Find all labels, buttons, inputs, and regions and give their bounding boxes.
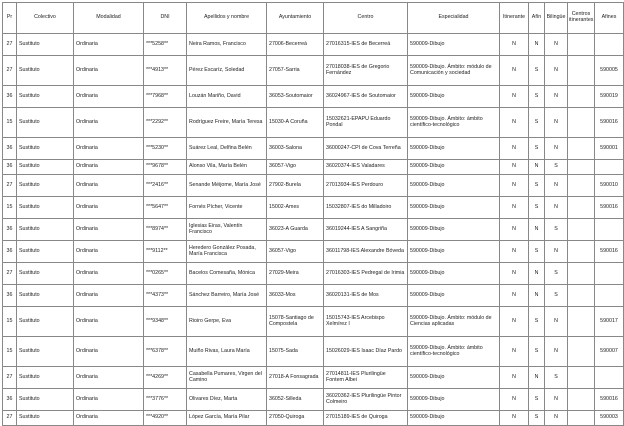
afines-cell xyxy=(595,160,624,175)
header-colectivo: Colectivo xyxy=(17,3,74,34)
header-itinerante: Itinerante xyxy=(500,3,529,34)
modalidad-cell: Ordinaria xyxy=(74,108,144,138)
dni-cell: ***4269** xyxy=(144,367,187,389)
name-cell: Olivares Díez, Marta xyxy=(187,389,267,411)
especialidad-cell: 590009-Dibujo xyxy=(408,411,500,426)
ayuntamiento-cell: 27902-Burela xyxy=(267,175,324,197)
name-cell: López García, María Pilar xyxy=(187,411,267,426)
itinerante-cell: N xyxy=(500,307,529,337)
itinerante-cell: N xyxy=(500,108,529,138)
centros-itinerantes-cell xyxy=(568,367,595,389)
pr-cell: 36 xyxy=(3,285,17,307)
especialidad-cell: 590009-Dibujo xyxy=(408,285,500,307)
centro-cell: 27013934-IES Perdouro xyxy=(324,175,408,197)
bilingue-cell: N xyxy=(545,138,568,160)
afines-cell xyxy=(595,367,624,389)
ayuntamiento-cell: 15030-A Coruña xyxy=(267,108,324,138)
modalidad-cell: Ordinaria xyxy=(74,219,144,241)
afin-cell: S xyxy=(529,86,545,108)
dni-cell: ***4913** xyxy=(144,56,187,86)
pr-cell: 15 xyxy=(3,108,17,138)
itinerante-cell: N xyxy=(500,219,529,241)
name-cell: Senande Méijome, María José xyxy=(187,175,267,197)
centros-itinerantes-cell xyxy=(568,56,595,86)
itinerante-cell: N xyxy=(500,34,529,56)
modalidad-cell: Ordinaria xyxy=(74,241,144,263)
name-cell: Louzán Mariño, David xyxy=(187,86,267,108)
centro-cell: 15026029-IES Isaac Díaz Pardo xyxy=(324,337,408,367)
centro-cell: 36024967-IES de Soutomaior xyxy=(324,86,408,108)
ayuntamiento-cell: 36003-Salona xyxy=(267,138,324,160)
modalidad-cell: Ordinaria xyxy=(74,337,144,367)
centro-cell: 36020131-IES de Mos xyxy=(324,285,408,307)
table-row xyxy=(3,175,624,197)
especialidad-cell: 590009-Dibujo xyxy=(408,175,500,197)
colectivo-cell: Sustituto xyxy=(17,219,74,241)
ayuntamiento-cell: 15075-Sada xyxy=(267,337,324,367)
itinerante-cell: N xyxy=(500,241,529,263)
ayuntamiento-cell: 36053-Soutomaior xyxy=(267,86,324,108)
modalidad-cell: Ordinaria xyxy=(74,197,144,219)
modalidad-cell: Ordinaria xyxy=(74,411,144,426)
afines-cell: 590010 xyxy=(595,175,624,197)
pr-cell: 36 xyxy=(3,160,17,175)
especialidad-cell: 590009-Dibujo xyxy=(408,138,500,160)
afines-cell xyxy=(595,219,624,241)
afines-cell: 590016 xyxy=(595,389,624,411)
dni-cell: ***9112** xyxy=(144,241,187,263)
name-cell: Iglesias Eiras, Valentín Francisco xyxy=(187,219,267,241)
especialidad-cell: 590009-Dibujo. Ámbito: módulo de Comunicación y sociedad xyxy=(408,56,500,86)
header-modalidad: Modalidad xyxy=(74,3,144,34)
pr-cell: 15 xyxy=(3,197,17,219)
afines-cell: 590016 xyxy=(595,241,624,263)
itinerante-cell: N xyxy=(500,389,529,411)
bilingue-cell: S xyxy=(545,367,568,389)
pr-cell: 27 xyxy=(3,263,17,285)
ayuntamiento-cell: 27050-Quiroga xyxy=(267,411,324,426)
centro-cell: 36019244-IES A Sangriña xyxy=(324,219,408,241)
header-afin: Afín xyxy=(529,3,545,34)
header-afines: Afines xyxy=(595,3,624,34)
document-page xyxy=(2,2,618,426)
colectivo-cell: Sustituto xyxy=(17,197,74,219)
afines-cell: 590001 xyxy=(595,138,624,160)
dni-cell: ***5230** xyxy=(144,138,187,160)
header-ayuntamiento: Ayuntamiento xyxy=(267,3,324,34)
header-apellidos-nombre: Apellidos y nombre xyxy=(187,3,267,34)
table-row xyxy=(3,160,624,175)
afin-cell: S xyxy=(529,138,545,160)
ayuntamiento-cell: 15002-Ames xyxy=(267,197,324,219)
dni-cell: ***5258** xyxy=(144,34,187,56)
pr-cell: 36 xyxy=(3,86,17,108)
ayuntamiento-cell: 36057-Vigo xyxy=(267,160,324,175)
modalidad-cell: Ordinaria xyxy=(74,175,144,197)
ayuntamiento-cell: 27018-A Fonsagrada xyxy=(267,367,324,389)
itinerante-cell: N xyxy=(500,285,529,307)
bilingue-cell: N xyxy=(545,307,568,337)
centro-cell: 27018038-IES de Gregorio Fernández xyxy=(324,56,408,86)
pr-cell: 36 xyxy=(3,241,17,263)
table-row xyxy=(3,108,624,138)
table-row xyxy=(3,197,624,219)
pr-cell: 27 xyxy=(3,175,17,197)
afin-cell: S xyxy=(529,175,545,197)
especialidad-cell: 590009-Dibujo xyxy=(408,219,500,241)
afines-cell xyxy=(595,285,624,307)
ayuntamiento-cell: 27006-Becerreá xyxy=(267,34,324,56)
afines-cell: 590016 xyxy=(595,108,624,138)
table-row xyxy=(3,56,624,86)
table-row xyxy=(3,241,624,263)
colectivo-cell: Sustituto xyxy=(17,337,74,367)
bilingue-cell: N xyxy=(545,197,568,219)
bilingue-cell: N xyxy=(545,241,568,263)
centros-itinerantes-cell xyxy=(568,34,595,56)
afin-cell: S xyxy=(529,337,545,367)
dni-cell: ***9348** xyxy=(144,307,187,337)
bilingue-cell: N xyxy=(545,108,568,138)
header-centros-itinerantes: Centros itinerantes xyxy=(568,3,595,34)
pr-cell: 27 xyxy=(3,56,17,86)
bilingue-cell: N xyxy=(545,337,568,367)
centro-cell: 27016303-IES Pedregal de Irimia xyxy=(324,263,408,285)
modalidad-cell: Ordinaria xyxy=(74,367,144,389)
afin-cell: S xyxy=(529,108,545,138)
colectivo-cell: Sustituto xyxy=(17,285,74,307)
centros-itinerantes-cell xyxy=(568,138,595,160)
table-row xyxy=(3,219,624,241)
name-cell: Muiño Rivas, Laura María xyxy=(187,337,267,367)
name-cell: Rodríguez Freire, María Teresa xyxy=(187,108,267,138)
ayuntamiento-cell: 27057-Sarria xyxy=(267,56,324,86)
afines-cell: 590016 xyxy=(595,197,624,219)
table-row xyxy=(3,337,624,367)
colectivo-cell: Sustituto xyxy=(17,389,74,411)
pr-cell: 27 xyxy=(3,34,17,56)
afin-cell: S xyxy=(529,389,545,411)
bilingue-cell: S xyxy=(545,263,568,285)
bilingue-cell: N xyxy=(545,86,568,108)
itinerante-cell: N xyxy=(500,56,529,86)
colectivo-cell: Sustituto xyxy=(17,138,74,160)
afin-cell: N xyxy=(529,367,545,389)
dni-cell: ***5647** xyxy=(144,197,187,219)
centro-cell: 36020374-IES Valadares xyxy=(324,160,408,175)
centro-cell: 15032807-IES do Milladoiro xyxy=(324,197,408,219)
colectivo-cell: Sustituto xyxy=(17,241,74,263)
bilingue-cell: S xyxy=(545,285,568,307)
centros-itinerantes-cell xyxy=(568,241,595,263)
centros-itinerantes-cell xyxy=(568,160,595,175)
ayuntamiento-cell: 36057-Vigo xyxy=(267,241,324,263)
colectivo-cell: Sustituto xyxy=(17,263,74,285)
afines-cell xyxy=(595,34,624,56)
itinerante-cell: N xyxy=(500,367,529,389)
colectivo-cell: Sustituto xyxy=(17,56,74,86)
header-especialidad: Especialidad xyxy=(408,3,500,34)
table-row xyxy=(3,307,624,337)
colectivo-cell: Sustituto xyxy=(17,367,74,389)
centro-cell: 27014811-IES Plurilingüe Fontem Albei xyxy=(324,367,408,389)
pr-cell: 15 xyxy=(3,307,17,337)
dni-cell: ***3776** xyxy=(144,389,187,411)
table-row xyxy=(3,86,624,108)
bilingue-cell: N xyxy=(545,175,568,197)
afines-cell: 590017 xyxy=(595,307,624,337)
itinerante-cell: N xyxy=(500,175,529,197)
afin-cell: N xyxy=(529,219,545,241)
afin-cell: N xyxy=(529,263,545,285)
centros-itinerantes-cell xyxy=(568,307,595,337)
assignments-table xyxy=(2,2,624,426)
ayuntamiento-cell: 36033-Mos xyxy=(267,285,324,307)
afines-cell: 590019 xyxy=(595,86,624,108)
name-cell: Bacelos Comesaña, Mónica xyxy=(187,263,267,285)
bilingue-cell: N xyxy=(545,56,568,86)
ayuntamiento-cell: 36023-A Guarda xyxy=(267,219,324,241)
centro-cell: 27015189-IES de Quiroga xyxy=(324,411,408,426)
ayuntamiento-cell: 15078-Santiago de Compostela xyxy=(267,307,324,337)
name-cell: Pérez Escaríz, Soledad xyxy=(187,56,267,86)
name-cell: Fornés Pícher, Vicente xyxy=(187,197,267,219)
bilingue-cell: S xyxy=(545,219,568,241)
centro-cell: 36000247-CPI de Cova Terreña xyxy=(324,138,408,160)
modalidad-cell: Ordinaria xyxy=(74,56,144,86)
name-cell: Heredero González Posada, María Francisca xyxy=(187,241,267,263)
modalidad-cell: Ordinaria xyxy=(74,160,144,175)
dni-cell: ***7968** xyxy=(144,86,187,108)
table-row xyxy=(3,285,624,307)
especialidad-cell: 590009-Dibujo. Ámbito: módulo de Ciencias aplicadas xyxy=(408,307,500,337)
table-header xyxy=(3,3,624,34)
pr-cell: 36 xyxy=(3,138,17,160)
afines-cell: 590003 xyxy=(595,411,624,426)
header-row xyxy=(3,3,624,34)
centros-itinerantes-cell xyxy=(568,411,595,426)
itinerante-cell: N xyxy=(500,86,529,108)
modalidad-cell: Ordinaria xyxy=(74,138,144,160)
afines-cell: 590005 xyxy=(595,56,624,86)
afines-cell xyxy=(595,263,624,285)
centros-itinerantes-cell xyxy=(568,263,595,285)
modalidad-cell: Ordinaria xyxy=(74,389,144,411)
especialidad-cell: 590009-Dibujo. Ámbito: ámbito científico-tecnológico xyxy=(408,108,500,138)
afines-cell: 590007 xyxy=(595,337,624,367)
especialidad-cell: 590009-Dibujo xyxy=(408,160,500,175)
name-cell: Rioiro Gerpe, Eva xyxy=(187,307,267,337)
centros-itinerantes-cell xyxy=(568,175,595,197)
bilingue-cell: N xyxy=(545,389,568,411)
dni-cell: ***4373** xyxy=(144,285,187,307)
modalidad-cell: Ordinaria xyxy=(74,86,144,108)
afin-cell: S xyxy=(529,197,545,219)
colectivo-cell: Sustituto xyxy=(17,175,74,197)
afin-cell: S xyxy=(529,56,545,86)
colectivo-cell: Sustituto xyxy=(17,34,74,56)
ayuntamiento-cell: 36052-Silleda xyxy=(267,389,324,411)
centros-itinerantes-cell xyxy=(568,219,595,241)
table-row xyxy=(3,263,624,285)
centro-cell: 27016315-IES de Becerreá xyxy=(324,34,408,56)
ayuntamiento-cell: 27029-Meira xyxy=(267,263,324,285)
centros-itinerantes-cell xyxy=(568,197,595,219)
bilingue-cell: S xyxy=(545,160,568,175)
colectivo-cell: Sustituto xyxy=(17,411,74,426)
itinerante-cell: N xyxy=(500,160,529,175)
especialidad-cell: 590009-Dibujo xyxy=(408,263,500,285)
header-pr: Pr xyxy=(3,3,17,34)
afin-cell: N xyxy=(529,160,545,175)
dni-cell: ***4920** xyxy=(144,411,187,426)
modalidad-cell: Ordinaria xyxy=(74,34,144,56)
centros-itinerantes-cell xyxy=(568,389,595,411)
especialidad-cell: 590009-Dibujo xyxy=(408,34,500,56)
table-row xyxy=(3,138,624,160)
centros-itinerantes-cell xyxy=(568,108,595,138)
afin-cell: N xyxy=(529,34,545,56)
dni-cell: ***8974** xyxy=(144,219,187,241)
especialidad-cell: 590009-Dibujo xyxy=(408,389,500,411)
modalidad-cell: Ordinaria xyxy=(74,307,144,337)
afin-cell: S xyxy=(529,411,545,426)
name-cell: Alonso Vila, María Belén xyxy=(187,160,267,175)
colectivo-cell: Sustituto xyxy=(17,86,74,108)
name-cell: Casabella Pumares, Virgen del Camino xyxy=(187,367,267,389)
itinerante-cell: N xyxy=(500,197,529,219)
dni-cell: ***2292** xyxy=(144,108,187,138)
colectivo-cell: Sustituto xyxy=(17,108,74,138)
header-dni: DNI xyxy=(144,3,187,34)
centros-itinerantes-cell xyxy=(568,285,595,307)
table-row xyxy=(3,389,624,411)
table-row xyxy=(3,411,624,426)
itinerante-cell: N xyxy=(500,337,529,367)
table-row xyxy=(3,34,624,56)
afin-cell: S xyxy=(529,241,545,263)
especialidad-cell: 590009-Dibujo xyxy=(408,86,500,108)
bilingue-cell: N xyxy=(545,34,568,56)
centros-itinerantes-cell xyxy=(568,337,595,367)
name-cell: Suárez Leal, Delfina Belén xyxy=(187,138,267,160)
bilingue-cell: N xyxy=(545,411,568,426)
centro-cell: 15032621-EPAPU Eduardo Pondal xyxy=(324,108,408,138)
dni-cell: ***6378** xyxy=(144,337,187,367)
centro-cell: 36020362-IES Plurilingüe Pintor Colmeiro xyxy=(324,389,408,411)
pr-cell: 36 xyxy=(3,219,17,241)
especialidad-cell: 590009-Dibujo xyxy=(408,197,500,219)
name-cell: Neira Ramos, Francisco xyxy=(187,34,267,56)
name-cell: Sánchez Barreiro, María José xyxy=(187,285,267,307)
header-centro: Centro xyxy=(324,3,408,34)
afin-cell: S xyxy=(529,307,545,337)
modalidad-cell: Ordinaria xyxy=(74,285,144,307)
centro-cell: 36011798-IES Alexandre Bóveda xyxy=(324,241,408,263)
pr-cell: 15 xyxy=(3,337,17,367)
itinerante-cell: N xyxy=(500,138,529,160)
pr-cell: 36 xyxy=(3,389,17,411)
dni-cell: ***9678** xyxy=(144,160,187,175)
itinerante-cell: N xyxy=(500,263,529,285)
colectivo-cell: Sustituto xyxy=(17,307,74,337)
especialidad-cell: 590009-Dibujo xyxy=(408,367,500,389)
centro-cell: 15015743-IES Arcebispo Xelmírez I xyxy=(324,307,408,337)
itinerante-cell: N xyxy=(500,411,529,426)
table-body xyxy=(3,34,624,426)
dni-cell: ***2416** xyxy=(144,175,187,197)
afin-cell: N xyxy=(529,285,545,307)
pr-cell: 27 xyxy=(3,411,17,426)
especialidad-cell: 590009-Dibujo xyxy=(408,241,500,263)
dni-cell: ***0265** xyxy=(144,263,187,285)
header-bilingue: Bilingüe xyxy=(545,3,568,34)
centros-itinerantes-cell xyxy=(568,86,595,108)
colectivo-cell: Sustituto xyxy=(17,160,74,175)
modalidad-cell: Ordinaria xyxy=(74,263,144,285)
pr-cell: 27 xyxy=(3,367,17,389)
especialidad-cell: 590009-Dibujo. Ámbito: ámbito científico-tecnológico xyxy=(408,337,500,367)
table-row xyxy=(3,367,624,389)
